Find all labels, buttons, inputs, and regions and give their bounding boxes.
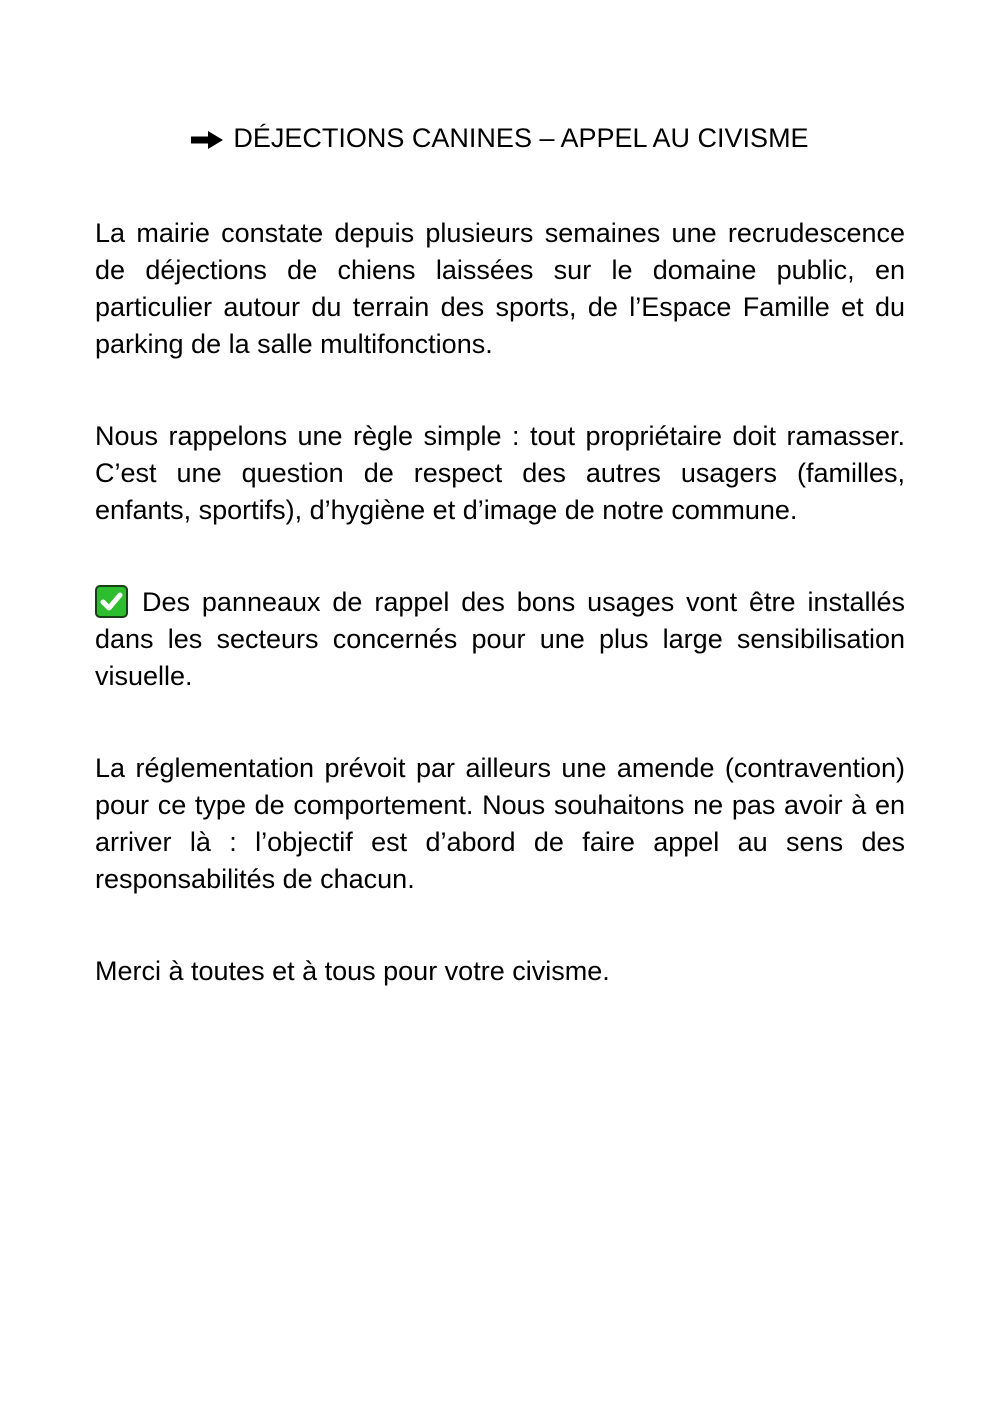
black-right-arrow-icon: [191, 122, 223, 159]
paragraph-text: La mairie constate depuis plusieurs semaines une recrudescence de déjections de chiens laissées sur le domaine public, en particulier autour du terrain des sports, de l’Espace Famille et du parking de la salle multifonctions.: [95, 218, 905, 359]
document-title-text: DÉJECTIONS CANINES – APPEL AU CIVISME: [233, 123, 809, 153]
paragraph-fine: [95, 750, 905, 898]
paragraph-rule: [95, 418, 905, 529]
paragraph-text: Merci à toutes et à tous pour votre civisme.: [95, 956, 610, 986]
paragraph-intro: [95, 215, 905, 363]
green-check-icon: [95, 585, 128, 618]
paragraph-panels: [95, 584, 905, 695]
paragraph-text: La réglementation prévoit par ailleurs une amende (contravention) pour ce type de comportement. Nous souhaitons ne pas avoir à en arriver là : l’objectif est d’abord de faire appel au sens des responsabilités de chacun.: [95, 753, 905, 894]
document-title: [95, 120, 905, 159]
paragraph-text: Des panneaux de rappel des bons usages vont être installés dans les secteurs concernés pour une plus large sensibilisation visuelle.: [95, 587, 905, 691]
paragraph-text: Nous rappelons une règle simple : tout propriétaire doit ramasser. C’est une question de respect des autres usagers (familles, enfants, sportifs), d’hygiène et d’image de notre commune.: [95, 421, 905, 525]
paragraph-thanks: [95, 953, 905, 990]
